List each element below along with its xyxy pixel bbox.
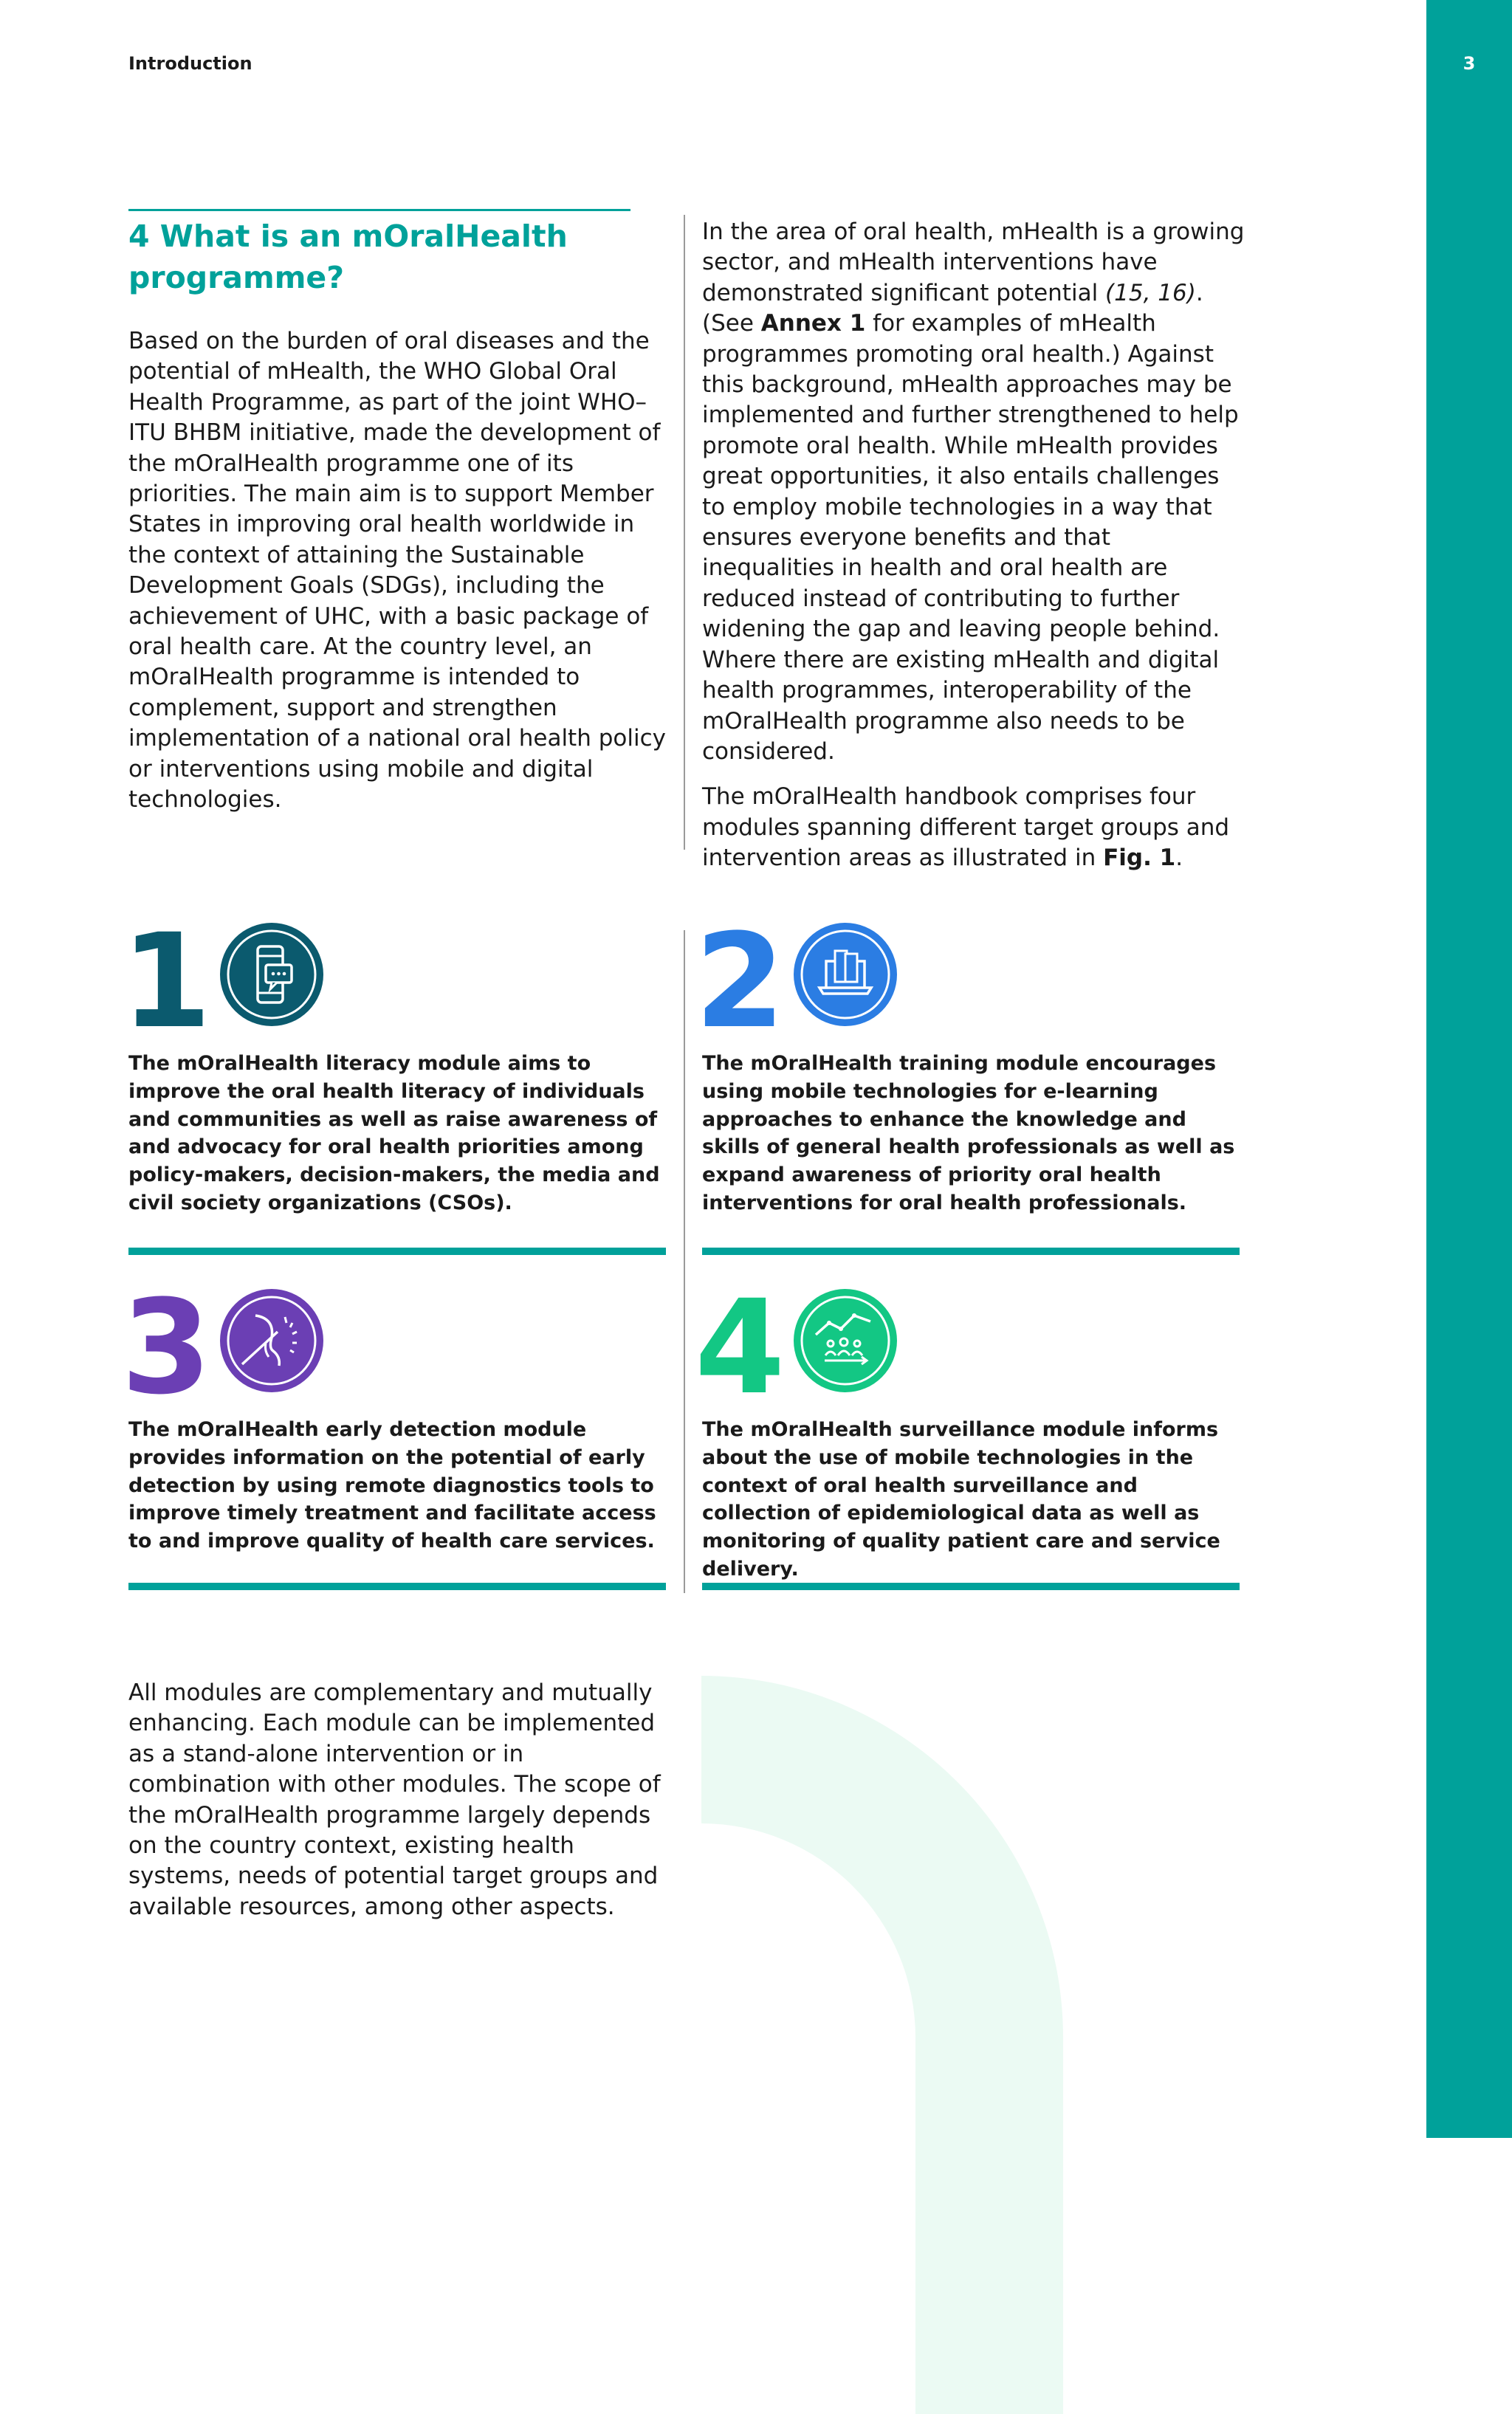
module-description: The mOralHealth early detection module provides information on the potential of early detection by using remote diagnostics tools to improve timely treatment and facilitate access to and improve quality of health care services.: [128, 1418, 656, 1553]
module-description: The mOralHealth surveillance module informs about the use of mobile technologies in the context of oral health surveillance and collection of epidemiological data as well as monitoring of quality patient care and service delivery.: [702, 1418, 1220, 1581]
column-divider-top: [684, 215, 685, 850]
detection-face-icon: [220, 1289, 323, 1392]
module-number: 2: [695, 906, 783, 1057]
module-number: 4: [695, 1272, 783, 1423]
title-rule: [128, 209, 630, 211]
module-rule: [128, 1583, 666, 1590]
column-divider-modules: [684, 930, 685, 1593]
laptop-books-icon: [794, 923, 897, 1026]
module-rule: [702, 1248, 1240, 1255]
section-title: 4 What is an mOralHealth programme?: [128, 219, 568, 295]
closing-paragraph: All modules are complementary and mutually enhancing. Each module can be implemented as a stand-alone intervention or in combination with other modules. The scope of the mOralHealth programme largely depends on the country context, existing health systems, needs of potential target groups and available resources, among other aspects.: [128, 1679, 661, 1920]
module-rule: [702, 1583, 1240, 1590]
module-number: 3: [121, 1272, 209, 1423]
module-description: The mOralHealth literacy module aims to improve the oral health literacy of individuals and communities as well as raise awareness of and advocacy for oral health priorities among policy-makers, decision-makers, the media and civil society organizations (CSOs).: [128, 1052, 660, 1214]
decorative-arc: [701, 1676, 1440, 2414]
references: (15, 16): [1105, 279, 1196, 306]
page-number: 3: [1463, 53, 1476, 74]
right-column-text: [702, 217, 1245, 874]
intro-paragraph: Based on the burden of oral diseases and the potential of mHealth, the WHO Global Oral Health Programme, as part of the joint WHO–ITU BHBM initiative, made the development of the mOralHealth programme one of its priorities. The main aim is to support Member States in improving oral health worldwide in the context of attaining the Sustainable Development Goals (SDGs), including the achievement of UHC, with a basic package of oral health care. At the country level, an mOralHealth programme is intended to complement, support and strengthen implementation of a national oral health policy or interventions using mobile and digital technologies.: [128, 328, 666, 814]
side-color-band: [1426, 0, 1512, 2138]
surveillance-chart-icon: [794, 1289, 897, 1392]
mhealth-paragraph: In the area of oral health, mHealth is a growing sector, and mHealth interventions have demonstrated significant potential (15, 16). (See Annex 1 for examples of mHealth programmes promoting oral health.) Against this background, mHealth approaches may be implemented and further strengthened to help promote oral health. While mHealth provides great opportunities, it also entails challenges to employ mobile technologies in a way that ensures everyone benefits and that inequalities in health and oral health are reduced instead of contributing to further widening the gap and leaving people behind. Where there are existing mHealth and digital health programmes, interoperability of the mOralHealth programme also needs to be considered.: [702, 219, 1245, 765]
annex-reference: Annex 1: [760, 310, 866, 337]
figure-reference: Fig. 1: [1103, 845, 1176, 872]
module-number: 1: [121, 906, 209, 1057]
running-header: Introduction: [128, 53, 252, 74]
module-description: The mOralHealth training module encourages using mobile technologies for e-learning approaches to enhance the knowledge and skills of general health professionals as well as expand awareness of priority oral health interventions for oral health professionals.: [702, 1052, 1235, 1214]
module-rule: [128, 1248, 666, 1255]
handbook-paragraph: The mOralHealth handbook comprises four modules spanning different target groups and intervention areas as illustrated in Fig. 1.: [702, 783, 1230, 872]
mobile-chat-icon: [220, 923, 323, 1026]
